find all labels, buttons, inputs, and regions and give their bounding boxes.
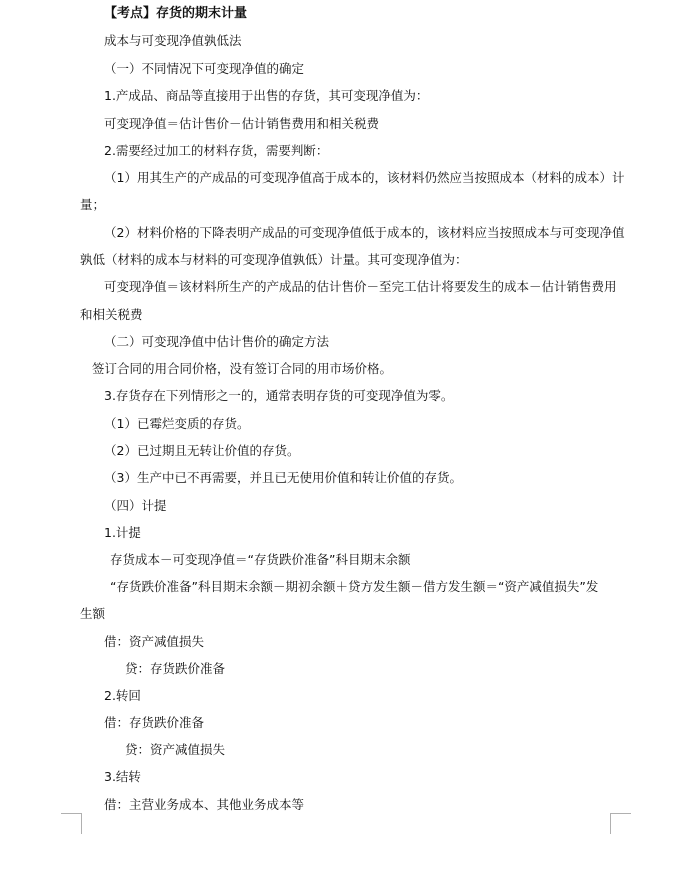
page-margin-corner-left (61, 813, 82, 834)
formula-cont: 生额 (80, 606, 106, 621)
section-title: 【考点】存货的期末计量 (104, 6, 248, 21)
paragraph: （1）用其生产的产成品的可变现净值高于成本的，该材料仍然应当按照成本（材料的成本）计 (104, 170, 625, 185)
journal-debit: 借：主营业务成本、其他业务成本等 (104, 797, 305, 812)
formula: 存货成本－可变现净值＝“存货跌价准备”科目期末余额 (110, 552, 411, 567)
subheading: 3.结转 (104, 769, 141, 784)
formula: 可变现净值＝该材料所生产的产成品的估计售价－至完工估计将要发生的成本－估计销售费用 (104, 279, 617, 294)
journal-credit: 贷：资产减值损失 (125, 742, 226, 757)
heading-2: （二）可变现净值中估计售价的确定方法 (104, 334, 330, 349)
journal-credit: 贷：存货跌价准备 (125, 661, 226, 676)
heading-4: （四）计提 (104, 498, 167, 513)
paragraph: 3.存货存在下列情形之一的，通常表明存货的可变现净值为零。 (104, 388, 454, 403)
paragraph: 成本与可变现净值孰低法 (104, 33, 242, 48)
list-item: （2）已过期且无转让价值的存货。 (104, 443, 300, 458)
paragraph: （2）材料价格的下降表明产成品的可变现净值低于成本的，该材料应当按照成本与可变现净值 (104, 225, 625, 240)
paragraph: 2.需要经过加工的材料存货，需要判断： (104, 143, 329, 158)
list-item: （3）生产中已不再需要，并且已无使用价值和转让价值的存货。 (104, 470, 462, 485)
paragraph-cont: 量； (80, 197, 106, 212)
journal-debit: 借：存货跌价准备 (104, 715, 205, 730)
subheading: 1.计提 (104, 525, 141, 540)
subheading: 2.转回 (104, 688, 141, 703)
formula: 可变现净值＝估计售价－估计销售费用和相关税费 (104, 116, 380, 131)
list-item: （1）已霉烂变质的存货。 (104, 416, 250, 431)
heading-1: （一）不同情况下可变现净值的确定 (104, 61, 305, 76)
paragraph-cont: 孰低（材料的成本与材料的可变现净值孰低）计量。其可变现净值为： (80, 252, 468, 267)
page-margin-corner-right (610, 813, 631, 834)
paragraph: 签订合同的用合同价格，没有签订合同的用市场价格。 (92, 361, 393, 376)
paragraph: 1.产成品、商品等直接用于出售的存货，其可变现净值为： (104, 88, 429, 103)
journal-debit: 借：资产减值损失 (104, 634, 205, 649)
formula: “存货跌价准备”科目期末余额－期初余额＋贷方发生额－借方发生额＝“资产减值损失”发 (110, 579, 599, 594)
formula-cont: 和相关税费 (80, 307, 143, 322)
